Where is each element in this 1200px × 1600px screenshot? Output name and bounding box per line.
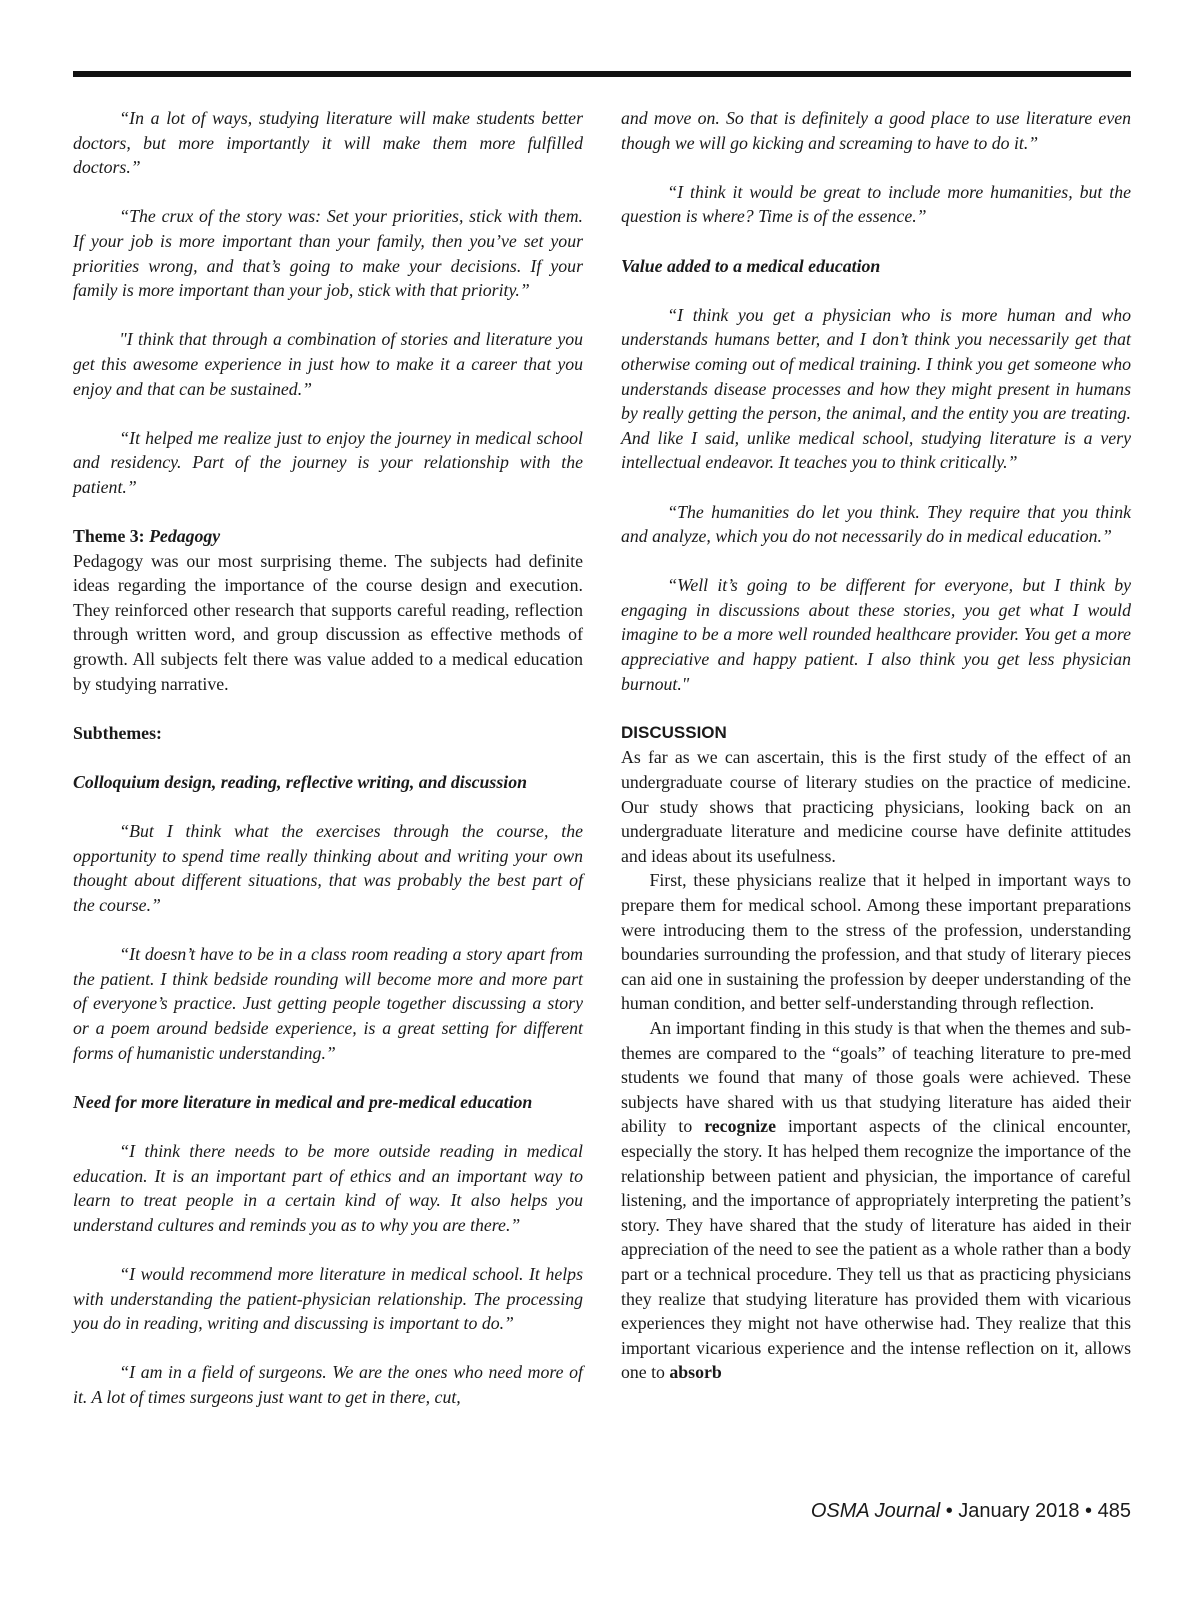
subtheme-heading: Need for more literature in medical and pre-medical education	[73, 1091, 533, 1112]
quote: “The humanities do let you think. They require that you think and analyze, which you do not necessarily do in medical education.”	[621, 501, 1131, 547]
footer-separator: •	[1079, 1500, 1098, 1522]
discussion-paragraph: First, these physicians realize that it helped in important ways to prepare them for medical school. Among these important preparations were introducing them to the stress of the profession, understanding boundaries surrounding the profession, and that study of literary pieces can aid one in sustaining the profession by deeper understanding of the human condition, and better self-understanding through reflection.	[621, 870, 1131, 1014]
subtheme-heading: Value added to a medical education	[621, 255, 881, 276]
theme-body: Pedagogy was our most surprising theme. The subjects had definite ideas regarding the importance of the course design and execution. They reinforced other research that supports careful reading, reflection through written word, and group discussion as effective methods of growth. All subjects felt there was value added to a medical education by studying narrative.	[73, 550, 583, 694]
quote: “I would recommend more literature in medical school. It helps with understanding the patient-physician relationship. The processing you do in reading, writing and discussing is important to do.”	[73, 1263, 583, 1334]
quote: “I think it would be great to include more humanities, but the question is where? Time is of the essence.”	[621, 181, 1131, 227]
theme-name: Pedagogy	[149, 526, 221, 547]
discussion-heading: DISCUSSION	[621, 722, 727, 742]
page-footer	[811, 1500, 1131, 1523]
discussion-paragraph	[621, 1016, 1131, 1385]
quote: “I am in a field of surgeons. We are the ones who need more of it. A lot of times surgeons just want to get in there, cut,	[73, 1362, 583, 1407]
issue-date: January 2018	[958, 1500, 1080, 1522]
discussion-text: important aspects of the clinical encounter, especially the story. It has helped them recognize the importance of the relationship between patient and physician, the importance of careful listening, and the importance of appropriately interpreting the patient’s story. They have shared that the study of literature has aided in their appreciation of the need to see the patient as a whole rather than a body part or a technical procedure. They tell us that as practicing physicians they realize that studying literature has provided them with vicarious experiences they might not have otherwise had. They realize that this important vicarious experience and the intense reflection on it, allows one to	[621, 1116, 1131, 1383]
theme-heading	[73, 524, 583, 549]
quote: "I think that through a combination of stories and literature you get this awesome experience in just how to make it a career that you enjoy and that can be sustained.”	[73, 329, 583, 399]
emphasis-recognize: recognize	[704, 1116, 776, 1137]
subthemes-heading: Subthemes:	[73, 722, 162, 743]
quote: “In a lot of ways, studying literature will make students better doctors, but more importantly it will make them more fulfilled doctors.”	[73, 108, 583, 178]
quote-continued: and move on. So that is definitely a good place to use literature even though we will go kicking and screaming to have to do it.”	[621, 108, 1131, 153]
quote: “But I think what the exercises through the course, the opportunity to spend time really thinking about and writing your own thought about different situations, that was probably the best part of the course.”	[73, 821, 583, 915]
emphasis-absorb: absorb	[669, 1362, 722, 1383]
quote: “I think there needs to be more outside reading in medical education. It is an important part of ethics and an important way to learn to treat people in a certain kind of way. It also helps you understand cultures and reminds you as to why you are there.”	[73, 1140, 583, 1235]
left-column	[73, 106, 583, 1409]
quote: “I think you get a physician who is more human and who understands humans better, and I don’t think you necessarily get that otherwise coming out of medical training. I think you get someone who understands disease processes and how they might present in humans by really getting the person, the animal, and the entity you are treating. And like I said, unlike medical school, studying literature is a very intellectual endeavor. It teaches you to think critically.”	[621, 304, 1131, 473]
quote: “It helped me realize just to enjoy the journey in medical school and residency. Part of the journey is your relationship with the patient.”	[73, 427, 583, 497]
quote: “The crux of the story was: Set your priorities, stick with them. If your job is more important than your family, then you’ve set your priorities wrong, and that’s going to make your decisions. If your family is more important than your job, stick with that priority.”	[73, 206, 583, 301]
journal-name: OSMA Journal	[810, 1500, 941, 1522]
footer-separator: •	[940, 1500, 959, 1522]
theme-label: Theme 3:	[73, 526, 150, 547]
discussion-text: An important finding in this study is that when the themes and sub-themes are compared to the “goals” of teaching literature to pre-med students we found that many of those goals were achieved. These subjects have shared with us that studying literature has aided their ability to	[621, 1017, 1131, 1137]
subtheme-heading: Colloquium design, reading, reflective writing, and discussion	[73, 772, 527, 793]
quote: “Well it’s going to be different for everyone, but I think by engaging in discussions about these stories, you get what I would imagine to be a more well rounded healthcare provider. You get a more appreciative and happy patient. I also think you get less physician burnout."	[621, 575, 1131, 694]
right-column	[621, 106, 1131, 1385]
page-number: 485	[1097, 1500, 1131, 1522]
quote: “It doesn’t have to be in a class room reading a story apart from the patient. I think bedside rounding will become more and more part of everyone’s practice. Just getting people together discussing a story or a poem around bedside experience, is a great setting for different forms of humanistic understanding.”	[73, 944, 583, 1063]
top-rule	[73, 71, 1131, 77]
discussion-paragraph: As far as we can ascertain, this is the first study of the effect of an undergraduate course of literary studies on the practice of medicine. Our study shows that practicing physicians, looking back on an undergraduate literature and medicine course have definite attitudes and ideas about its usefulness.	[621, 747, 1131, 866]
